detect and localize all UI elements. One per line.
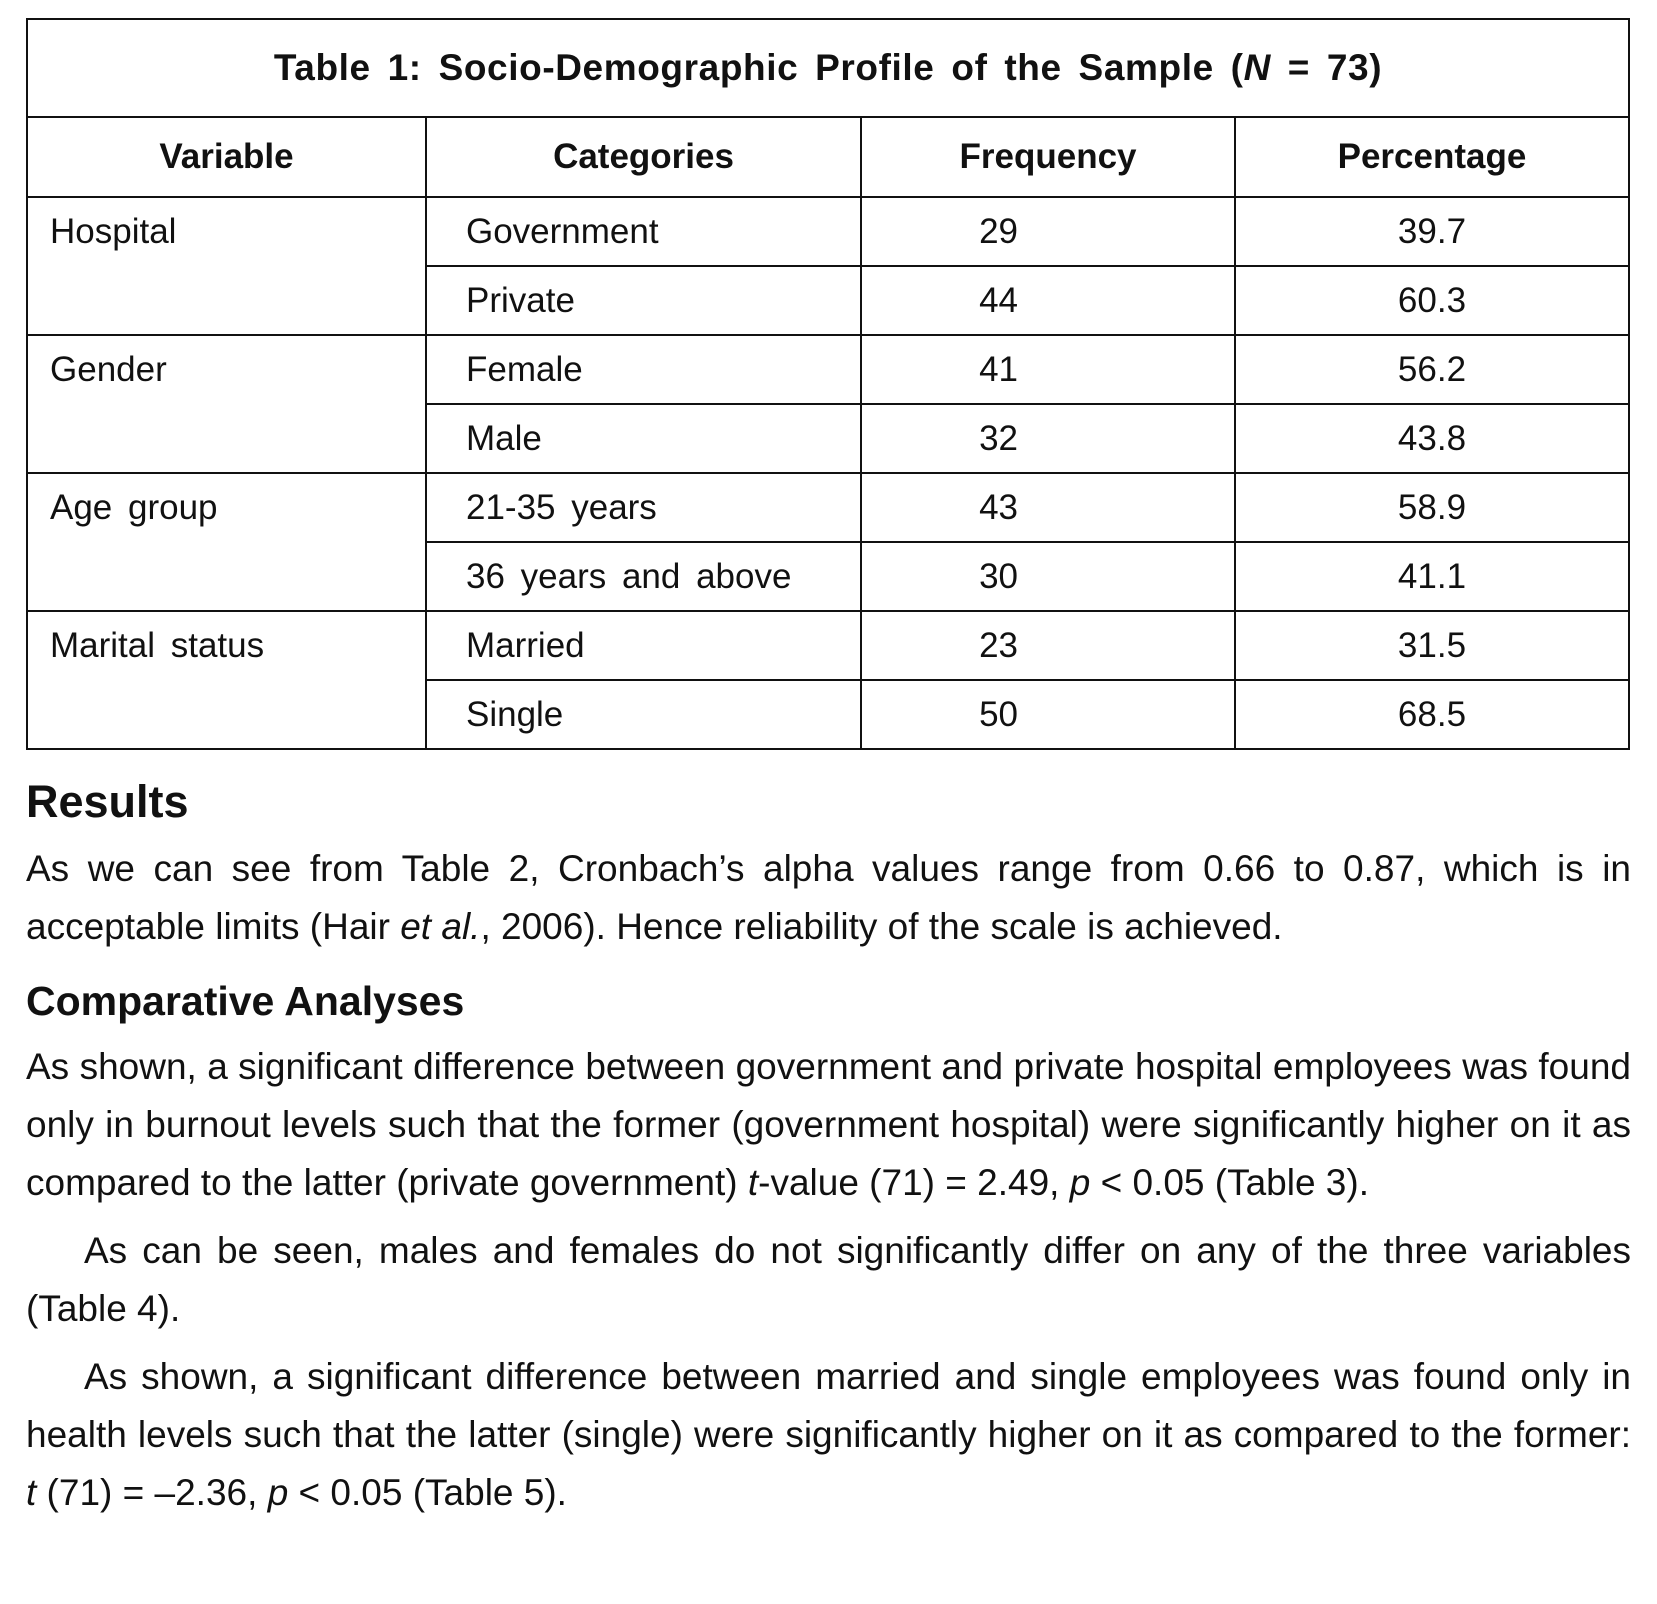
column-header-percentage: Percentage xyxy=(1235,117,1629,197)
category-cell: Married xyxy=(426,611,861,680)
percentage-cell: 68.5 xyxy=(1235,680,1629,749)
table-caption: Table 1: Socio-Demographic Profile of the Sample (N = 73) xyxy=(27,19,1629,117)
frequency-cell: 50 xyxy=(861,680,1235,749)
frequency-cell: 23 xyxy=(861,611,1235,680)
category-cell: Government xyxy=(426,197,861,266)
comparative-analyses-heading: Comparative Analyses xyxy=(26,978,465,1024)
percentage-cell: 56.2 xyxy=(1235,335,1629,404)
table-row xyxy=(27,335,1629,404)
category-cell: Female xyxy=(426,335,861,404)
table-row xyxy=(27,197,1629,266)
column-header-categories: Categories xyxy=(426,117,861,197)
variable-cell: Marital status xyxy=(27,611,426,749)
category-cell: 36 years and above xyxy=(426,542,861,611)
frequency-cell: 30 xyxy=(861,542,1235,611)
category-cell: Single xyxy=(426,680,861,749)
percentage-cell: 31.5 xyxy=(1235,611,1629,680)
table-row xyxy=(27,473,1629,542)
percentage-cell: 43.8 xyxy=(1235,404,1629,473)
frequency-cell: 41 xyxy=(861,335,1235,404)
category-cell: Private xyxy=(426,266,861,335)
frequency-cell: 29 xyxy=(861,197,1235,266)
percentage-cell: 39.7 xyxy=(1235,197,1629,266)
results-heading: Results xyxy=(26,776,189,827)
variable-cell: Gender xyxy=(27,335,426,473)
frequency-cell: 32 xyxy=(861,404,1235,473)
table-header-row xyxy=(27,117,1629,197)
percentage-cell: 60.3 xyxy=(1235,266,1629,335)
variable-cell: Hospital xyxy=(27,197,426,335)
document-page xyxy=(26,18,1631,1522)
frequency-cell: 44 xyxy=(861,266,1235,335)
table-row xyxy=(27,611,1629,680)
percentage-cell: 58.9 xyxy=(1235,473,1629,542)
category-cell: Male xyxy=(426,404,861,473)
comparative-paragraph-3: As shown, a significant difference between married and single employees was found only in health levels such that the latter (single) were significantly higher on it as compared to the former: t (71) = –2.36, p < 0.05 (Table 5). xyxy=(26,1356,1631,1513)
column-header-variable: Variable xyxy=(27,117,426,197)
comparative-paragraph-2: As can be seen, males and females do not significantly differ on any of the three variables (Table 4). xyxy=(26,1230,1631,1329)
percentage-cell: 41.1 xyxy=(1235,542,1629,611)
column-header-frequency: Frequency xyxy=(861,117,1235,197)
category-cell: 21-35 years xyxy=(426,473,861,542)
variable-cell: Age group xyxy=(27,473,426,611)
results-paragraph: As we can see from Table 2, Cronbach’s alpha values range from 0.66 to 0.87, which is in acceptable limits (Hair et al., 2006). Hence reliability of the scale is achieved. xyxy=(26,848,1631,947)
frequency-cell: 43 xyxy=(861,473,1235,542)
demographic-table xyxy=(26,18,1630,750)
comparative-paragraph-1: As shown, a significant difference between government and private hospital employees was found only in burnout levels such that the former (government hospital) were significantly higher on it as compared to the latter (private government) t-value (71) = 2.49, p < 0.05 (Table 3). xyxy=(26,1046,1631,1203)
